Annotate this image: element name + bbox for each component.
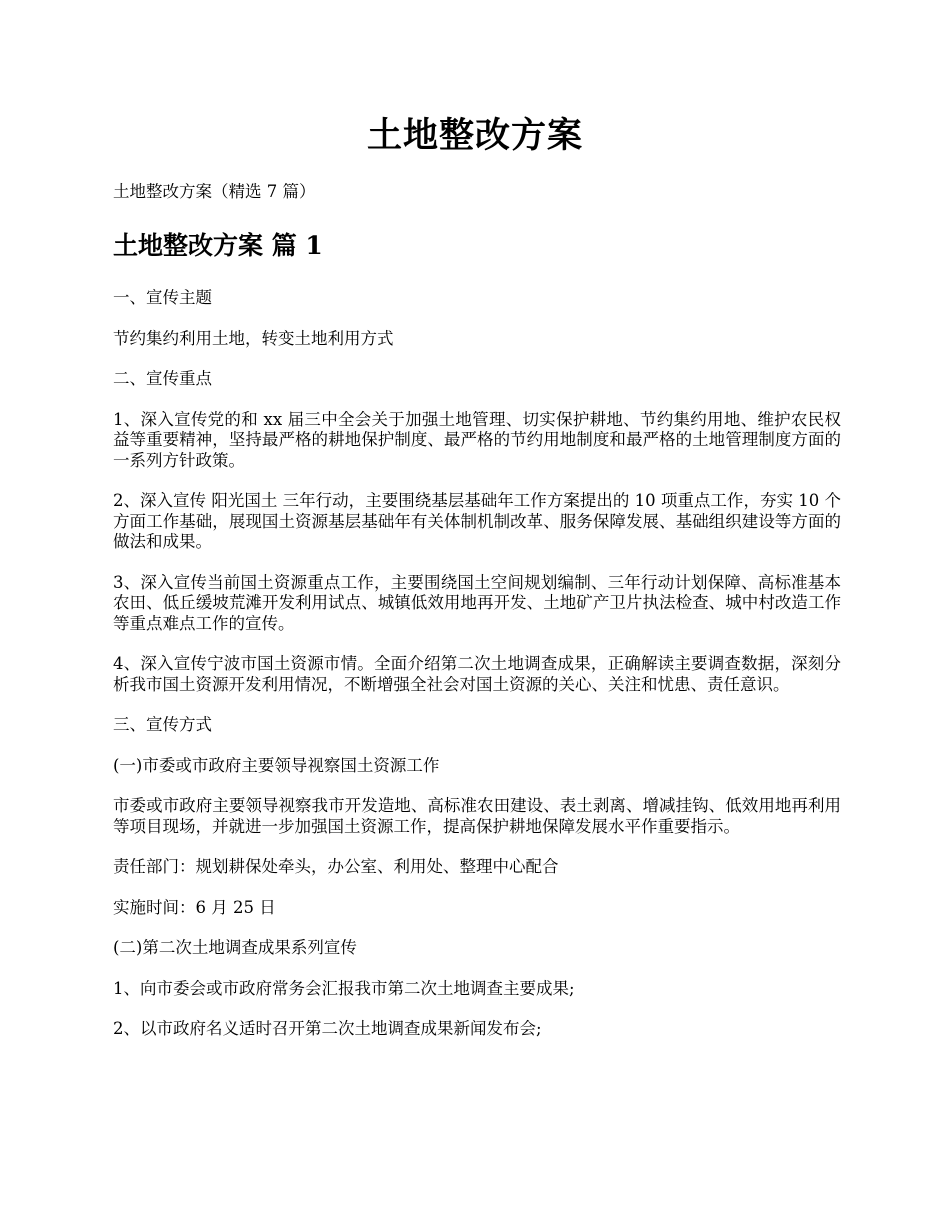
document-body (113, 180, 841, 1060)
document-subtitle: 土地整改方案（精选 7 篇） (113, 182, 316, 201)
paragraph: 三、宣传方式 (113, 715, 212, 734)
paragraph: 2、以市政府名义适时召开第二次土地调查成果新闻发布会; (113, 1019, 542, 1038)
paragraph: (二)第二次土地调查成果系列宣传 (113, 938, 357, 957)
paragraph: 市委或市政府主要领导视察我市开发造地、高标准农田建设、表土剥离、增减挂钩、低效用地再利用等项目现场，并就进一步加强国土资源工作，提高保护耕地保障发展水平作重要指示。 (113, 796, 841, 836)
paragraph: 1、向市委会或市政府常务会汇报我市第二次土地调查主要成果; (113, 978, 575, 998)
paragraph: 2、深入宣传 阳光国土 三年行动，主要围绕基层基础年工作方案提出的 10 项重点工作，夯实 10 个方面工作基础，展现国土资源基层基础年有关体制机制改革、服务保障发展、基础组织建设等方面的做法和成果。 (113, 491, 841, 551)
document-title: 土地整改方案 (366, 115, 583, 156)
paragraph: 3、深入宣传当前国土资源重点工作，主要围绕国土空间规划编制、三年行动计划保障、高标准基本农田、低丘缓坡荒滩开发利用试点、城镇低效用地再开发、土地矿产卫片执法检查、城中村改造工作等重点难点工作的宣传。 (113, 572, 841, 633)
paragraph: 4、深入宣传宁波市国土资源市情。全面介绍第二次土地调查成果，正确解读主要调查数据，深刻分析我市国土资源开发利用情况，不断增强全社会对国土资源的关心、关注和忧患、责任意识。 (113, 654, 841, 694)
paragraph: (一)市委或市政府主要领导视察国土资源工作 (113, 755, 440, 775)
paragraph: 二、宣传重点 (113, 369, 212, 388)
paragraph: 节约集约利用土地，转变土地利用方式 (113, 328, 394, 348)
paragraph: 一、宣传主题 (113, 288, 212, 307)
paragraph: 1、深入宣传党的和 xx 届三中全会关于加强土地管理、切实保护耕地、节约集约用地、维护农民权益等重要精神，坚持最严格的耕地保护制度、最严格的节约用地制度和最严格的土地管理制度方面的一系列方针政策。 (113, 409, 841, 470)
paragraph: 责任部门：规划耕保处牵头，办公室、利用处、整理中心配合 (113, 857, 559, 876)
paragraph: 实施时间：6 月 25 日 (113, 897, 276, 917)
section-heading: 土地整改方案 篇 1 (113, 231, 323, 260)
